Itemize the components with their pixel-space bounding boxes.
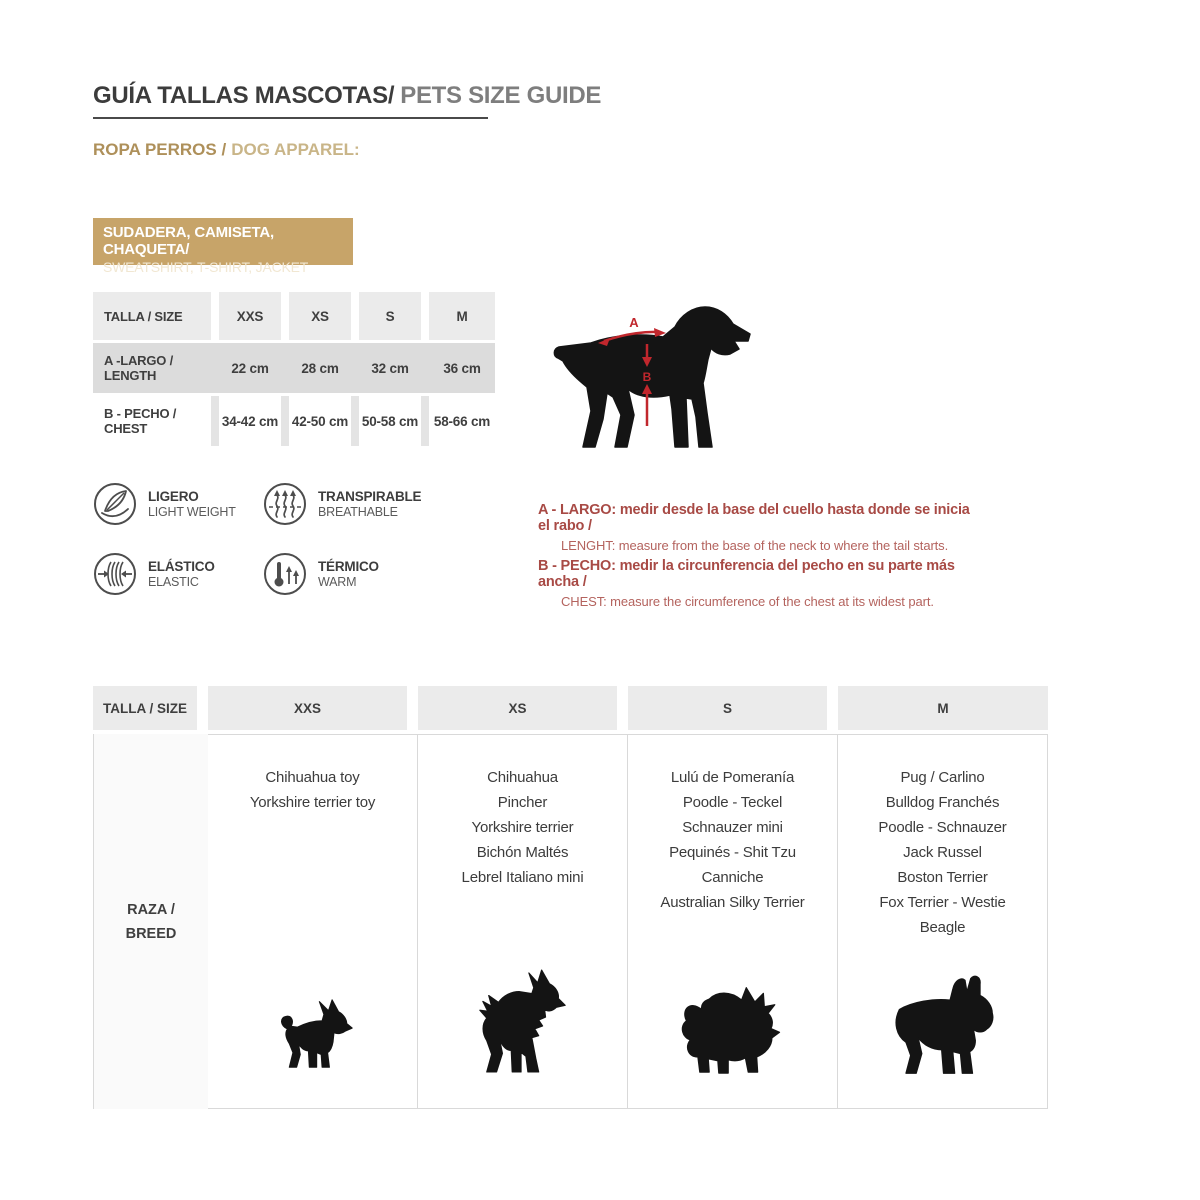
breed-item: Yorkshire terrier (471, 819, 574, 836)
feature-lightweight-label: LIGERO (148, 489, 199, 504)
breed-column-xxs (208, 734, 418, 1109)
breed-list-s (628, 735, 837, 915)
breed-item: Fox Terrier - Westie (879, 894, 1006, 911)
breed-list-xxs (208, 735, 417, 815)
section-subtitle (93, 140, 360, 160)
feature-breathable-sublabel: BREATHABLE (318, 505, 398, 519)
feature-lightweight (93, 482, 236, 526)
measuring-notes (538, 500, 978, 614)
elastic-icon (93, 552, 137, 596)
note-chest-label-es: B - PECHO: (538, 558, 616, 574)
size-table-length-s: 32 cm (359, 343, 421, 393)
note-length-text-en: measure from the base of the neck to where the tail starts. (618, 538, 949, 553)
arrow-b-label: B (642, 370, 652, 384)
size-table-chest-xxs: 34-42 cm (219, 396, 281, 446)
breed-row-label-spanish: RAZA / (127, 901, 175, 918)
feature-thermal (263, 552, 379, 596)
size-table-header-xxs: XXS (219, 292, 281, 340)
breed-item: Pincher (497, 794, 548, 811)
page-title-spanish: GUÍA TALLAS MASCOTAS/ (93, 82, 395, 109)
size-table-chest-xs: 42-50 cm (289, 396, 351, 446)
breed-item: Beagle (919, 919, 966, 936)
feather-lightweight-icon (93, 482, 137, 526)
breed-table (93, 686, 1048, 1109)
breed-item: Yorkshire terrier toy (249, 794, 376, 811)
breed-row-label (93, 734, 208, 1109)
french-bulldog-silhouette (884, 970, 1002, 1078)
breed-header-xxs: XXS (208, 686, 418, 730)
note-length-text-es: medir desde la base del cuello hasta donde se inicia el rabo / (538, 502, 970, 534)
garment-category-box (93, 218, 353, 275)
feature-thermal-sublabel: WARM (318, 575, 357, 589)
breed-item: Chihuahua toy (265, 769, 360, 786)
size-table-length-m: 36 cm (429, 343, 495, 393)
breed-table-body (93, 734, 1048, 1109)
breed-item: Bulldog Franchés (885, 794, 1000, 811)
note-length-spanish (538, 502, 978, 534)
note-length-label-en: LENGHT: (561, 538, 616, 553)
breed-header-s: S (628, 686, 838, 730)
size-table-header-m: M (429, 292, 495, 340)
feature-elastic (93, 552, 215, 596)
breed-item: Australian Silky Terrier (660, 894, 805, 911)
garment-category-english: SWEATSHIRT, T-SHIRT, JACKET (103, 259, 309, 275)
subtitle-spanish: ROPA PERROS / (93, 140, 227, 159)
page-title-english: PETS SIZE GUIDE (400, 82, 602, 109)
pomeranian-silhouette (676, 978, 790, 1078)
page-title (93, 82, 601, 110)
garment-category-spanish: SUDADERA, CAMISETA, CHAQUETA/ (103, 224, 274, 258)
size-table-length-label: A -LARGO / LENGTH (93, 343, 211, 393)
breed-column-m (838, 734, 1048, 1109)
subtitle-english: DOG APPAREL: (231, 140, 360, 159)
breed-item: Boston Terrier (897, 869, 988, 886)
feature-breathable-label: TRANSPIRABLE (318, 489, 422, 504)
longhaired-chihuahua-silhouette (474, 965, 572, 1078)
feature-thermal-label: TÉRMICO (318, 559, 379, 574)
thermal-icon (263, 552, 307, 596)
breathable-icon (263, 482, 307, 526)
note-chest-english (538, 594, 978, 609)
note-chest-label-en: CHEST: (561, 594, 607, 609)
breed-item: Pug / Carlino (900, 769, 985, 786)
breed-item: Poodle - Schnauzer (878, 819, 1007, 836)
note-length-label-es: A - LARGO: (538, 502, 617, 518)
note-chest-text-en: measure the circumference of the chest at its widest part. (610, 594, 934, 609)
note-chest-spanish (538, 558, 978, 590)
size-table (93, 292, 495, 446)
breed-column-s (628, 734, 838, 1109)
size-table-chest-s: 50-58 cm (359, 396, 421, 446)
note-chest-text-es: medir la circunferencia del pecho en su parte más ancha / (538, 558, 955, 590)
breed-table-header (93, 686, 1048, 730)
breed-header-talla: TALLA / SIZE (93, 686, 208, 730)
breed-item: Schnauzer mini (682, 819, 783, 836)
breed-item: Poodle - Teckel (682, 794, 783, 811)
breed-item: Bichón Maltés (476, 844, 569, 861)
breed-item: Canniche (701, 869, 764, 886)
breed-row-label-english: BREED (125, 925, 177, 942)
chihuahua-silhouette (272, 990, 354, 1078)
breed-header-m: M (838, 686, 1048, 730)
measurement-diagram (550, 298, 765, 458)
breed-item: Pequinés - Shit Tzu (669, 844, 796, 861)
breed-item: Jack Russel (903, 844, 982, 861)
size-table-chest-m: 58-66 cm (429, 396, 495, 446)
breed-item: Chihuahua (487, 769, 558, 786)
size-table-header-xs: XS (289, 292, 351, 340)
labrador-silhouette (550, 298, 765, 458)
feature-lightweight-sublabel: LIGHT WEIGHT (148, 505, 236, 519)
size-table-length-xs: 28 cm (289, 343, 351, 393)
size-table-header-s: S (359, 292, 421, 340)
breed-list-m (838, 735, 1047, 940)
size-table-length-xxs: 22 cm (219, 343, 281, 393)
breed-list-xs (418, 735, 627, 890)
feature-elastic-label: ELÁSTICO (148, 559, 215, 574)
breed-item: Lulú de Pomeranía (670, 769, 795, 786)
breed-column-xs (418, 734, 628, 1109)
size-table-header-talla: TALLA / SIZE (93, 292, 211, 340)
breed-header-xs: XS (418, 686, 628, 730)
breed-item: Lebrel Italiano mini (461, 869, 584, 886)
feature-elastic-sublabel: ELASTIC (148, 575, 199, 589)
title-underline (93, 117, 488, 119)
note-length-english (538, 538, 978, 553)
size-table-chest-label: B - PECHO / CHEST (93, 396, 211, 446)
arrow-a-label: A (629, 315, 639, 330)
feature-breathable (263, 482, 421, 526)
